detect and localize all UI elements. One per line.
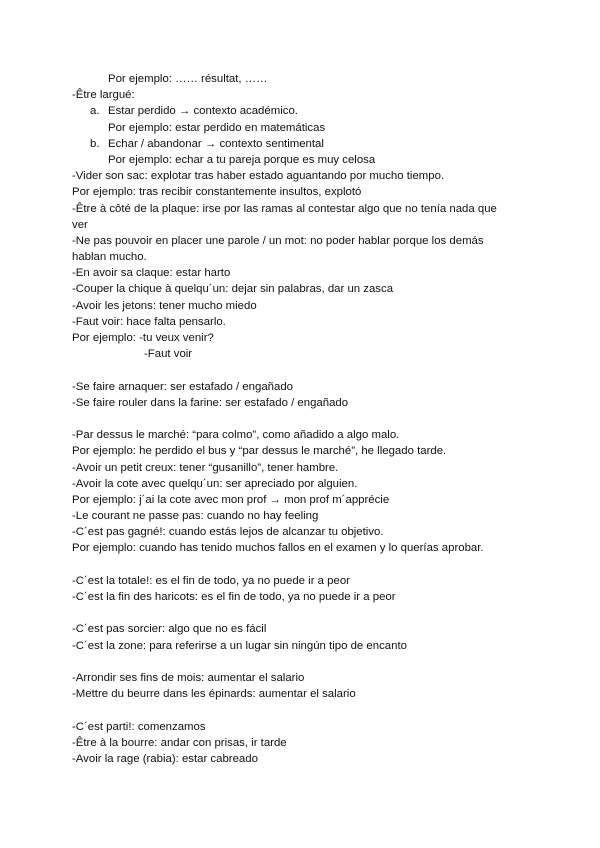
expression-line: -Avoir les jetons: tener mucho miedo (72, 299, 257, 312)
expression-line: -Le courant ne passe pas: cuando no hay feeling (72, 510, 319, 523)
example-line: Por ejemplo: he perdido el bus y “par dessus le marché”, he llegado tarde. (72, 445, 447, 458)
expression-line: -En avoir sa claque: estar harto (72, 267, 231, 280)
expression-line: -C´est parti!: comenzamos (72, 720, 206, 733)
expression-line: -Vider son sac: explotar tras haber estado aguantando por mucho tiempo. (72, 170, 445, 183)
list-item-text: Estar perdido → contexto académico. (108, 105, 298, 118)
document-body (72, 71, 572, 767)
example-line: Por ejemplo: estar perdido en matemáticas (108, 121, 326, 134)
blank-line (72, 411, 572, 427)
expression-line: -Avoir la rage (rabia): estar cabreado (72, 752, 258, 765)
expression-line: -Être largué: (72, 89, 135, 102)
list-item-text: Echar / abandonar → contexto sentimental (108, 137, 324, 150)
list-marker: b. (90, 137, 100, 150)
expression-line: -Avoir un petit creux: tener “gusanillo”, tener hambre. (72, 461, 339, 474)
blank-line (72, 702, 572, 718)
blank-line (72, 362, 572, 378)
blank-line (72, 605, 572, 621)
expression-line: -Se faire arnaquer: ser estafado / engañado (72, 380, 293, 393)
example-line: Por ejemplo: j´ai la cote avec mon prof → mon prof m´apprécie (72, 493, 390, 506)
expression-line: -Se faire rouler dans la farine: ser estafado / engañado (72, 396, 349, 409)
example-line: Por ejemplo: echar a tu pareja porque es muy celosa (108, 153, 376, 166)
expression-line: -Par dessus le marché: “para colmo”, como añadido a algo malo. (72, 429, 400, 442)
expression-line: -Être à la bourre: andar con prisas, ir tarde (72, 736, 287, 749)
example-line: Por ejemplo: cuando has tenido muchos fallos en el examen y lo querías aprobar. (72, 542, 484, 555)
expression-line-continued: ver (72, 218, 88, 231)
list-item (72, 103, 572, 119)
expression-line: -C´est pas sorcier: algo que no es fácil (72, 623, 267, 636)
expression-line: -Avoir la cote avec quelqu´un: ser apreciado por alguien. (72, 477, 358, 490)
list-item (72, 136, 572, 152)
example-line-continued: -Faut voir (144, 348, 193, 361)
expression-line: -Être à côté de la plaque: irse por las ramas al contestar algo que no tenía nada que (72, 202, 497, 215)
list-marker: a. (90, 105, 100, 118)
example-line: Por ejemplo: -tu veux venir? (72, 332, 214, 344)
example-line: Por ejemplo: tras recibir constantemente insultos, explotó (72, 186, 362, 199)
blank-line (72, 557, 572, 573)
blank-line (72, 654, 572, 670)
expression-line: -Faut voir: hace falta pensarlo. (72, 315, 226, 328)
example-line: Por ejemplo: …… résultat, …… (108, 73, 268, 85)
expression-line: -Ne pas pouvoir en placer une parole / un mot: no poder hablar porque los demás (72, 234, 484, 247)
expression-line: -C´est la zone: para referirse a un lugar sin ningún tipo de encanto (72, 639, 407, 652)
expression-line: -C´est la fin des haricots: es el fin de todo, ya no puede ir a peor (72, 591, 396, 603)
expression-line: -Mettre du beurre dans les épinards: aumentar el salario (72, 688, 356, 701)
expression-line: -C´est la totale!: es el fin de todo, ya no puede ir a peor (72, 574, 350, 587)
expression-line: -C´est pas gagné!: cuando estás lejos de alcanzar tu objetivo. (72, 526, 384, 539)
expression-line: -Arrondir ses fins de mois: aumentar el salario (72, 671, 305, 684)
expression-line: -Couper la chique à quelqu´un: dejar sin palabras, dar un zasca (72, 283, 394, 296)
expression-line-continued: hablan mucho. (72, 251, 147, 264)
